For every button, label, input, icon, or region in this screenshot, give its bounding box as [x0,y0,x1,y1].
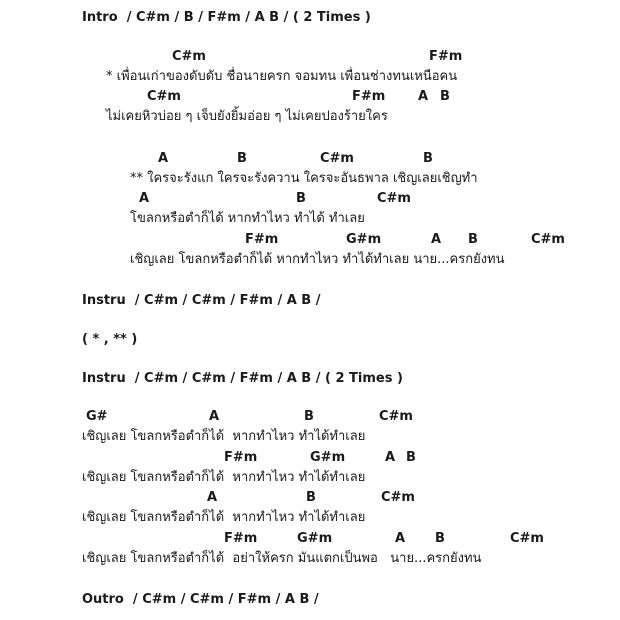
chord: G# [86,409,108,424]
chord: B [304,409,314,424]
lyric-line: โขลกหรือตำก็ได้ หากทำไหว ทำได้ ทำเลย [130,211,365,226]
outro-line: Outro / C#m / C#m / F#m / A B / [82,592,319,607]
lyric-line: เชิญเลย โขลกหรือตำก็ได้ หากทำไหว ทำได้ทำเลย [82,510,366,525]
lyric-line: เชิญเลย โขลกหรือตำก็ได้ อย่าให้ครก มันแตกเป็นพอ นาย...ครกยังทน [82,551,482,566]
chord: B [468,232,478,247]
intro-line: Intro / C#m / B / F#m / A B / ( 2 Times ) [82,10,371,25]
chord: A [139,191,150,206]
chord: C#m [531,232,565,247]
chord: C#m [381,490,415,505]
chord: A [158,151,169,166]
chord: G#m [346,232,382,247]
chord: F#m [429,49,463,64]
chord: B [440,89,450,104]
lyric-line: เชิญเลย โขลกหรือตำก็ได้ หากทำไหว ทำได้ทำเลย [82,470,366,485]
lyric-line: ** ใครจะรังแก ใครจะรังควาน ใครจะอันธพาล เชิญเลยเชิญทำ [130,171,478,186]
chord: F#m [245,232,279,247]
chord: A [431,232,442,247]
chord: C#m [379,409,413,424]
lyric-line: ไม่เคยหิวบ่อย ๆ เจ็บยังยิ้มอ่อย ๆ ไม่เคยปองร้ายใคร [106,109,388,124]
chord: B [237,151,247,166]
instru-line: Instru / C#m / C#m / F#m / A B / [82,293,321,308]
lyric-line: เชิญเลย โขลกหรือตำก็ได้ หากทำไหว ทำได้ทำเลย [82,429,366,444]
chord: C#m [377,191,411,206]
chord: F#m [224,531,258,546]
chord: G#m [310,450,346,465]
repeat-marker: ( * , ** ) [82,332,138,347]
chord: B [296,191,306,206]
chord: B [423,151,433,166]
chord: C#m [172,49,206,64]
chord: C#m [147,89,181,104]
instru-line: Instru / C#m / C#m / F#m / A B / ( 2 Times ) [82,371,403,386]
chord: F#m [224,450,258,465]
chord: B [406,450,416,465]
lyric-line: เชิญเลย โขลกหรือตำก็ได้ หากทำไหว ทำได้ทำเลย นาย...ครกยังทน [130,252,505,267]
chord: F#m [352,89,386,104]
chord: A [395,531,406,546]
chord: G#m [297,531,333,546]
chord: B [306,490,316,505]
chord: A [209,409,220,424]
chord: A [207,490,218,505]
chord: B [435,531,445,546]
chord: C#m [510,531,544,546]
lyric-line: * เพื่อนเก่าของดับดับ ชื่อนายครก จอมทน เพื่อนช่างทนเหนือคน [106,69,458,84]
chord: A [385,450,396,465]
chord: C#m [320,151,354,166]
chord: A [418,89,429,104]
